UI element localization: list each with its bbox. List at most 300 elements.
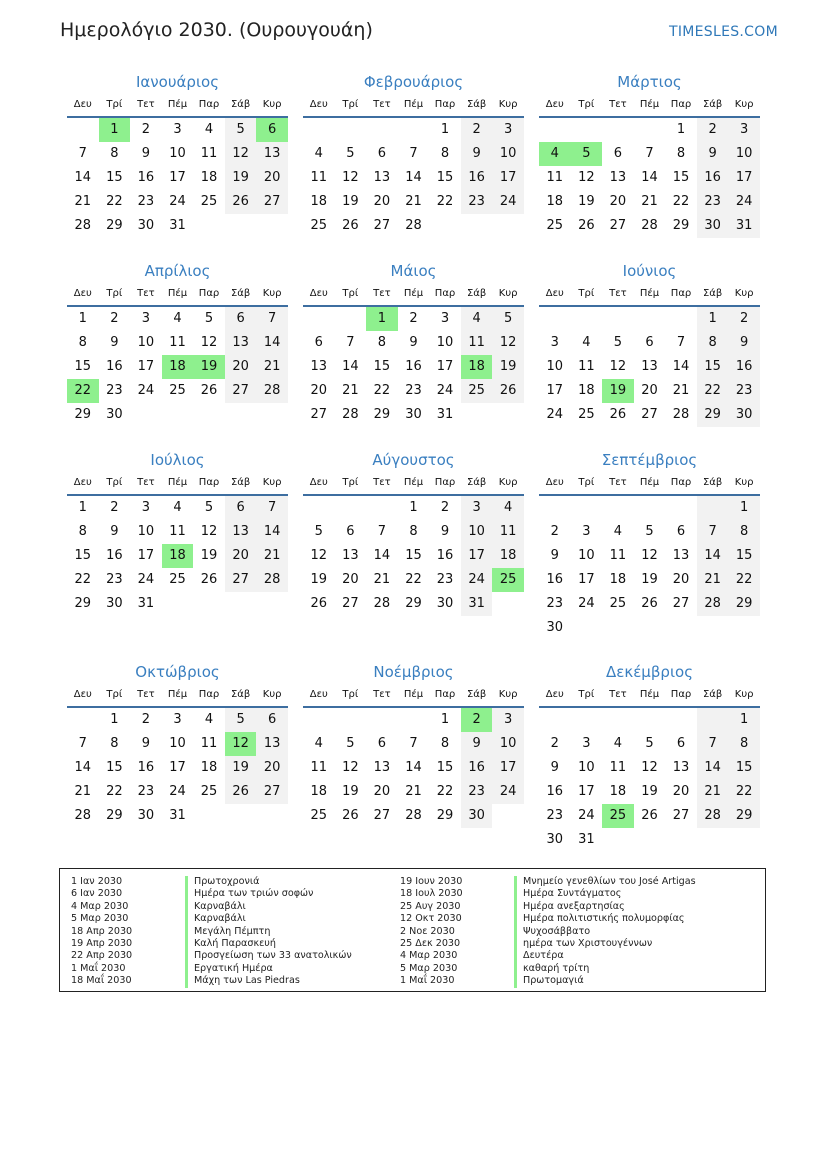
holiday-day-cell: 18 — [162, 355, 194, 379]
weekday-header — [67, 686, 288, 708]
day-cell: 23 — [106, 383, 123, 398]
day-cell: 11 — [578, 359, 595, 374]
day-cell: 12 — [225, 142, 257, 166]
day-cell: 24 — [492, 780, 524, 804]
day-cell: 9 — [550, 548, 559, 563]
day-cell: 9 — [461, 142, 493, 166]
weekday-label: Παρ — [434, 288, 456, 299]
day-cell: 11 — [546, 170, 564, 185]
day-cell: 22 — [106, 194, 123, 209]
day-cell: 3 — [141, 500, 151, 515]
day-cell: 6 — [314, 335, 323, 350]
day-cell: 2 — [461, 118, 493, 142]
empty-day-cell — [697, 616, 729, 640]
weekday-header — [67, 96, 288, 118]
legend-date: 18 Μαΐ 2030 — [71, 975, 132, 987]
empty-day-cell — [492, 804, 524, 828]
day-cell: 21 — [256, 355, 288, 379]
empty-day-cell — [665, 828, 697, 852]
day-cell: 10 — [436, 335, 454, 350]
day-cell: 23 — [546, 596, 564, 611]
day-cell: 14 — [405, 760, 422, 775]
empty-day-cell — [256, 403, 288, 427]
day-cell: 12 — [641, 548, 658, 563]
day-cell: 25 — [546, 218, 564, 233]
weekday-label: Τρί — [342, 99, 359, 110]
site-link[interactable]: TIMESLES.COM — [669, 24, 778, 40]
day-cell: 15 — [697, 355, 729, 379]
day-cell: 23 — [728, 379, 760, 403]
legend-date: 5 Μαρ 2030 — [71, 913, 129, 925]
day-cell: 25 — [169, 572, 186, 587]
month-block — [67, 259, 288, 427]
weekday-label: Πέμ — [167, 689, 188, 700]
weekday-label: Τετ — [373, 288, 391, 299]
day-cell: 24 — [169, 784, 186, 799]
weekday-label: Τρί — [106, 477, 123, 488]
day-cell: 3 — [461, 496, 493, 520]
day-cell: 5 — [225, 708, 257, 732]
weekday-label: Κυρ — [498, 477, 518, 488]
day-cell: 25 — [578, 407, 595, 422]
day-cell: 17 — [492, 166, 524, 190]
month-name: Μάρτιος — [617, 73, 682, 91]
empty-day-cell — [492, 214, 524, 238]
day-cell: 2 — [697, 118, 729, 142]
day-grid — [303, 496, 524, 616]
empty-day-cell — [634, 118, 666, 142]
day-cell: 31 — [436, 407, 454, 422]
day-cell: 20 — [373, 784, 391, 799]
day-cell: 27 — [225, 568, 257, 592]
day-cell: 22 — [436, 194, 454, 209]
empty-day-cell — [602, 118, 634, 142]
day-cell: 22 — [436, 784, 454, 799]
day-cell: 18 — [200, 760, 218, 775]
day-cell: 19 — [641, 572, 658, 587]
empty-day-cell — [225, 804, 257, 828]
day-cell: 3 — [492, 118, 524, 142]
day-cell: 11 — [310, 760, 328, 775]
day-cell: 5 — [645, 524, 654, 539]
day-cell: 2 — [409, 311, 418, 326]
holiday-day-cell: 6 — [256, 118, 288, 142]
day-cell: 19 — [225, 166, 257, 190]
day-cell: 29 — [106, 218, 123, 233]
weekday-header — [303, 285, 524, 307]
day-cell: 10 — [169, 736, 186, 751]
day-cell: 7 — [256, 307, 288, 331]
day-cell: 11 — [200, 146, 218, 161]
day-cell: 30 — [405, 407, 422, 422]
day-cell: 21 — [342, 383, 359, 398]
day-cell: 30 — [436, 596, 454, 611]
empty-day-cell — [634, 307, 666, 331]
day-cell: 9 — [440, 524, 450, 539]
day-cell: 22 — [697, 379, 729, 403]
month-block — [67, 70, 288, 238]
day-cell: 11 — [492, 520, 524, 544]
legend-holiday-name: Ημέρα πολιτιστικής πολυμορφίας — [514, 913, 685, 925]
day-cell: 26 — [609, 407, 627, 422]
day-cell: 17 — [461, 544, 493, 568]
empty-day-cell — [492, 592, 524, 616]
day-cell: 6 — [613, 146, 623, 161]
holiday-day-cell: 18 — [461, 355, 493, 379]
empty-day-cell — [492, 403, 524, 427]
day-cell: 13 — [672, 548, 690, 563]
day-cell: 5 — [346, 146, 355, 161]
holiday-day-cell: 22 — [67, 379, 99, 403]
weekday-label: Κυρ — [498, 689, 518, 700]
day-cell: 8 — [440, 736, 450, 751]
empty-day-cell — [539, 496, 571, 520]
day-cell: 8 — [78, 524, 87, 539]
day-cell: 26 — [225, 190, 257, 214]
day-cell: 11 — [310, 170, 328, 185]
day-cell: 4 — [314, 736, 323, 751]
day-cell: 6 — [225, 496, 257, 520]
day-cell: 7 — [645, 146, 654, 161]
day-cell: 16 — [697, 166, 729, 190]
day-cell: 17 — [728, 166, 760, 190]
day-cell: 29 — [74, 407, 92, 422]
weekday-label: Δευ — [545, 477, 564, 488]
day-cell: 10 — [492, 732, 524, 756]
day-cell: 24 — [578, 596, 595, 611]
day-cell: 24 — [137, 572, 155, 587]
day-cell: 27 — [342, 596, 359, 611]
month-block — [303, 70, 524, 238]
weekday-label: Τετ — [609, 99, 627, 110]
weekday-label: Τετ — [373, 477, 391, 488]
day-cell: 11 — [169, 524, 186, 539]
day-cell: 1 — [728, 496, 760, 520]
legend-holiday-name: Καλή Παρασκευή — [185, 938, 276, 950]
empty-day-cell — [539, 118, 571, 142]
day-cell: 3 — [440, 311, 450, 326]
day-cell: 26 — [641, 596, 658, 611]
day-cell: 16 — [546, 572, 564, 587]
empty-day-cell — [335, 708, 367, 732]
day-cell: 25 — [609, 596, 627, 611]
weekday-label: Κυρ — [262, 288, 282, 299]
empty-day-cell — [602, 616, 634, 640]
day-cell: 4 — [582, 335, 591, 350]
day-cell: 1 — [440, 712, 450, 727]
day-cell: 22 — [672, 194, 690, 209]
day-cell: 5 — [314, 524, 323, 539]
day-cell: 21 — [672, 383, 690, 398]
legend-item — [71, 950, 352, 962]
day-cell: 19 — [310, 572, 328, 587]
day-cell: 4 — [173, 500, 182, 515]
weekday-label: Δευ — [309, 99, 328, 110]
day-cell: 10 — [578, 548, 595, 563]
weekday-label: Παρ — [670, 689, 692, 700]
day-cell: 16 — [106, 548, 123, 563]
legend-item — [400, 975, 696, 987]
weekday-label: Δευ — [545, 689, 564, 700]
weekday-label: Δευ — [73, 689, 92, 700]
day-cell: 27 — [256, 190, 288, 214]
day-cell: 24 — [728, 190, 760, 214]
empty-day-cell — [256, 804, 288, 828]
day-cell: 13 — [310, 359, 328, 374]
legend-date: 19 Ιουν 2030 — [400, 876, 463, 887]
day-cell: 30 — [728, 403, 760, 427]
empty-day-cell — [571, 708, 603, 732]
weekday-label: Κυρ — [498, 99, 518, 110]
day-cell: 4 — [204, 122, 214, 137]
empty-day-cell — [461, 214, 493, 238]
weekday-label: Τετ — [609, 477, 627, 488]
weekday-label: Δευ — [309, 689, 328, 700]
day-cell: 17 — [492, 756, 524, 780]
legend-holiday-name: Προσγείωση των 33 ανατολικών — [185, 950, 352, 962]
day-cell: 21 — [74, 784, 92, 799]
day-cell: 9 — [697, 142, 729, 166]
empty-day-cell — [539, 307, 571, 331]
day-grid — [67, 118, 288, 238]
day-cell: 28 — [697, 592, 729, 616]
legend-item — [400, 876, 696, 888]
day-cell: 28 — [74, 808, 92, 823]
legend-item — [71, 876, 352, 888]
day-cell: 17 — [169, 760, 186, 775]
day-cell: 19 — [641, 784, 658, 799]
day-cell: 17 — [169, 170, 186, 185]
empty-day-cell — [602, 828, 634, 852]
weekday-label: Κυρ — [734, 99, 754, 110]
empty-day-cell — [634, 828, 666, 852]
day-cell: 29 — [106, 808, 123, 823]
day-cell: 1 — [676, 122, 686, 137]
empty-day-cell — [571, 616, 603, 640]
empty-day-cell — [571, 307, 603, 331]
day-cell: 19 — [492, 355, 524, 379]
legend-holiday-name: Μνημείο γενεθλίων του José Artigas — [514, 876, 696, 888]
legend-date: 25 Δεκ 2030 — [400, 937, 461, 949]
empty-day-cell — [256, 592, 288, 616]
weekday-label: Δευ — [73, 477, 92, 488]
day-cell: 29 — [373, 407, 391, 422]
day-cell: 23 — [137, 784, 155, 799]
day-cell: 8 — [728, 520, 760, 544]
day-cell: 7 — [409, 736, 418, 751]
day-cell: 9 — [110, 335, 119, 350]
weekday-label: Δευ — [73, 288, 92, 299]
weekday-label: Πέμ — [403, 99, 424, 110]
day-cell: 20 — [225, 355, 257, 379]
empty-day-cell — [130, 403, 162, 427]
legend-item — [400, 950, 696, 962]
day-cell: 8 — [110, 736, 119, 751]
day-cell: 28 — [697, 804, 729, 828]
legend-item — [71, 901, 352, 913]
legend-column-right — [400, 876, 696, 988]
day-cell: 17 — [436, 359, 454, 374]
day-cell: 24 — [436, 383, 454, 398]
weekday-label: Δευ — [545, 99, 564, 110]
legend-column-left — [71, 876, 352, 988]
day-cell: 10 — [546, 359, 564, 374]
day-cell: 18 — [310, 194, 328, 209]
weekday-label: Κυρ — [262, 477, 282, 488]
day-cell: 12 — [578, 170, 595, 185]
day-cell: 14 — [256, 520, 288, 544]
month-name: Νοέμβριος — [373, 663, 454, 681]
weekday-label: Σάβ — [230, 99, 251, 110]
legend-date: 12 Οκτ 2030 — [400, 913, 462, 925]
day-cell: 7 — [409, 146, 418, 161]
day-cell: 25 — [461, 379, 493, 403]
day-cell: 20 — [672, 572, 690, 587]
day-cell: 30 — [106, 596, 123, 611]
weekday-header — [67, 285, 288, 307]
empty-day-cell — [634, 708, 666, 732]
day-cell: 20 — [256, 756, 288, 780]
day-cell: 29 — [697, 403, 729, 427]
day-cell: 7 — [377, 524, 387, 539]
day-cell: 23 — [461, 190, 493, 214]
day-cell: 26 — [225, 780, 257, 804]
weekday-label: Πέμ — [639, 99, 660, 110]
day-cell: 12 — [641, 760, 658, 775]
weekday-label: Πέμ — [639, 689, 660, 700]
weekday-label: Δευ — [309, 288, 328, 299]
day-cell: 9 — [550, 760, 559, 775]
weekday-label: Παρ — [198, 288, 220, 299]
day-cell: 13 — [641, 359, 658, 374]
day-cell: 23 — [697, 190, 729, 214]
day-cell: 26 — [200, 572, 218, 587]
day-cell: 9 — [728, 331, 760, 355]
day-cell: 17 — [137, 359, 155, 374]
day-cell: 6 — [225, 307, 257, 331]
legend-holiday-name: Μάχη των Las Piedras — [185, 975, 300, 987]
empty-day-cell — [193, 592, 225, 616]
day-cell: 31 — [169, 808, 186, 823]
day-cell: 12 — [609, 359, 627, 374]
day-cell: 11 — [200, 736, 218, 751]
legend-date: 25 Αυγ 2030 — [400, 900, 461, 912]
day-cell: 4 — [613, 524, 623, 539]
weekday-label: Σάβ — [466, 99, 487, 110]
empty-day-cell — [193, 403, 225, 427]
day-cell: 12 — [200, 524, 218, 539]
day-cell: 22 — [373, 383, 391, 398]
day-cell: 18 — [492, 544, 524, 568]
day-cell: 20 — [672, 784, 690, 799]
day-cell: 6 — [256, 708, 288, 732]
day-cell: 11 — [609, 760, 627, 775]
day-cell: 23 — [106, 572, 123, 587]
empty-day-cell — [67, 118, 99, 142]
day-cell: 15 — [672, 170, 690, 185]
day-cell: 20 — [373, 194, 391, 209]
weekday-label: Παρ — [198, 477, 220, 488]
day-cell: 14 — [342, 359, 359, 374]
weekday-label: Πέμ — [639, 477, 660, 488]
day-cell: 5 — [492, 307, 524, 331]
day-cell: 4 — [492, 496, 524, 520]
month-name: Σεπτέμβριος — [601, 451, 698, 469]
day-cell: 11 — [461, 331, 493, 355]
day-cell: 19 — [225, 756, 257, 780]
day-cell: 2 — [440, 500, 450, 515]
weekday-label: Σάβ — [702, 477, 723, 488]
weekday-label: Πέμ — [167, 99, 188, 110]
day-cell: 26 — [578, 218, 595, 233]
day-cell: 9 — [461, 732, 493, 756]
day-cell: 3 — [550, 335, 559, 350]
holiday-day-cell: 4 — [539, 142, 571, 166]
day-cell: 2 — [550, 736, 559, 751]
day-cell: 13 — [342, 548, 359, 563]
day-cell: 5 — [645, 736, 654, 751]
weekday-label: Τρί — [578, 477, 595, 488]
weekday-label: Παρ — [670, 99, 692, 110]
empty-day-cell — [366, 496, 398, 520]
empty-day-cell — [602, 307, 634, 331]
day-cell: 5 — [204, 500, 214, 515]
weekday-label: Δευ — [73, 99, 92, 110]
day-cell: 23 — [137, 194, 155, 209]
legend-date: 19 Απρ 2030 — [71, 937, 133, 949]
empty-day-cell — [461, 403, 493, 427]
legend-holiday-name: Πρωτομαγιά — [514, 975, 584, 987]
weekday-label: Κυρ — [734, 689, 754, 700]
holiday-day-cell: 19 — [193, 355, 225, 379]
empty-day-cell — [665, 616, 697, 640]
day-cell: 18 — [310, 784, 328, 799]
day-cell: 26 — [200, 383, 218, 398]
legend-holiday-name: καθαρή τρίτη — [514, 963, 589, 975]
day-cell: 3 — [492, 708, 524, 732]
holiday-day-cell: 5 — [571, 142, 603, 166]
empty-day-cell — [225, 214, 257, 238]
day-cell: 24 — [578, 808, 595, 823]
day-cell: 6 — [645, 335, 654, 350]
day-cell: 22 — [728, 568, 760, 592]
weekday-label: Τρί — [342, 477, 359, 488]
legend-item — [71, 888, 352, 900]
day-cell: 1 — [440, 122, 450, 137]
empty-day-cell — [398, 118, 430, 142]
empty-day-cell — [335, 118, 367, 142]
day-cell: 7 — [346, 335, 355, 350]
day-grid — [67, 307, 288, 427]
day-cell: 28 — [74, 218, 92, 233]
month-block — [539, 660, 760, 852]
day-cell: 25 — [169, 383, 186, 398]
day-cell: 28 — [405, 218, 422, 233]
legend-date: 2 Νοε 2030 — [400, 925, 455, 937]
day-cell: 29 — [672, 218, 690, 233]
legend-date: 1 Ιαν 2030 — [71, 876, 123, 887]
day-cell: 26 — [310, 596, 328, 611]
month-block — [539, 448, 760, 640]
weekday-label: Κυρ — [734, 477, 754, 488]
weekday-label: Σάβ — [702, 288, 723, 299]
day-cell: 27 — [641, 407, 658, 422]
day-cell: 25 — [310, 808, 328, 823]
empty-day-cell — [634, 496, 666, 520]
empty-day-cell — [193, 804, 225, 828]
weekday-label: Παρ — [434, 689, 456, 700]
weekday-label: Τετ — [137, 689, 155, 700]
